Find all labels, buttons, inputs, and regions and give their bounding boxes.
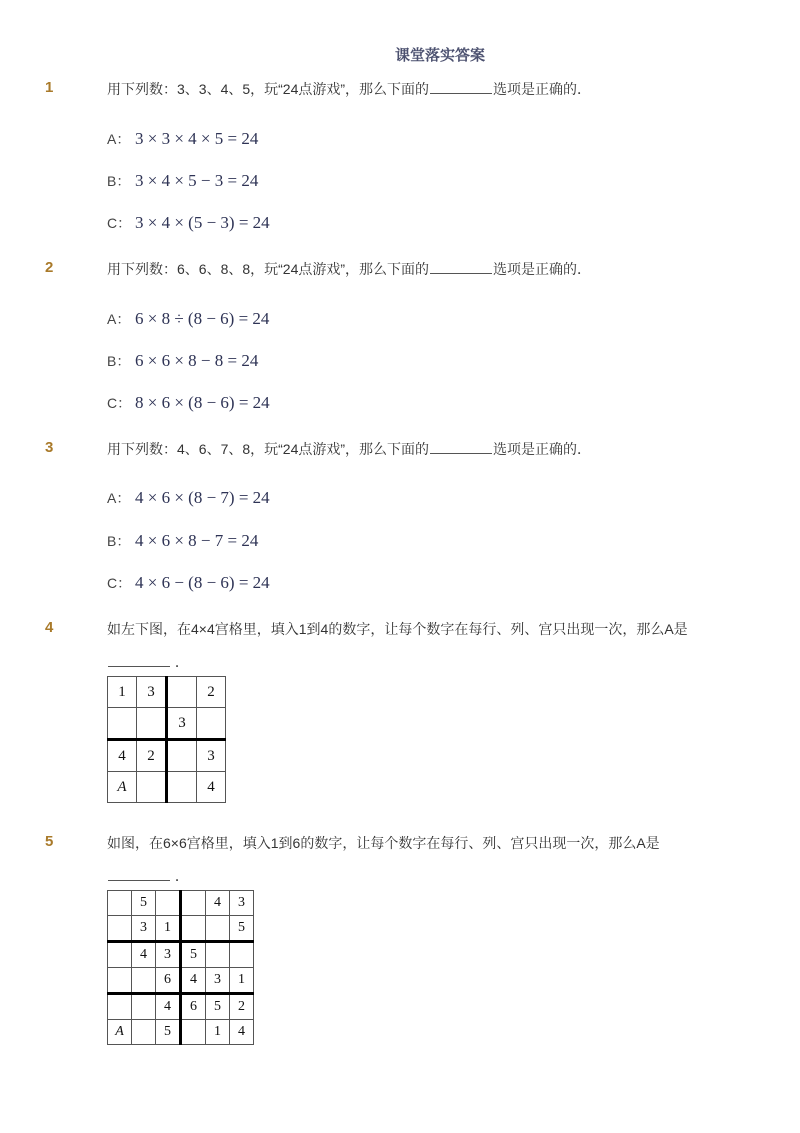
grid-cell (197, 708, 226, 740)
question-text-before: 用下列数：6、6、8、8，玩“24点游戏”，那么下面的 (107, 261, 430, 277)
grid-cell (181, 1020, 206, 1045)
option-expression: 8 × 6 × (8 − 6) = 24 (135, 393, 270, 412)
option-expression: 4 × 6 − (8 − 6) = 24 (135, 573, 270, 592)
question-number: 1 (45, 79, 54, 96)
grid-cell: 4 (181, 968, 206, 994)
question-number: 4 (45, 619, 54, 636)
answer-line (107, 652, 189, 672)
grid-cell: 3 (167, 708, 197, 740)
question-text (107, 439, 591, 459)
grid-cell: 5 (132, 891, 156, 916)
grid-cell (132, 994, 156, 1020)
grid-cell (137, 772, 167, 803)
grid-cell: 4 (230, 1020, 254, 1045)
grid-cell (137, 708, 167, 740)
grid-cell: 4 (206, 891, 230, 916)
grid-cell: 6 (181, 994, 206, 1020)
option-label: C： (107, 395, 132, 411)
option-label: A： (107, 311, 131, 327)
sudoku-grid-6x6 (107, 890, 254, 1045)
question-text: 如左下图，在4×4宫格里，填入1到4的数字，让每个数字在每行、列、宫只出现一次，那么A是 (107, 621, 688, 637)
grid-cell: 5 (181, 942, 206, 968)
grid-cell: 2 (137, 740, 167, 772)
grid-cell: 4 (156, 994, 181, 1020)
answer-blank[interactable] (430, 81, 492, 94)
grid-cell (206, 942, 230, 968)
grid-row (108, 740, 226, 772)
grid-cell (167, 772, 197, 803)
grid-cell: 2 (230, 994, 254, 1020)
grid-cell (108, 916, 132, 942)
grid-row (108, 772, 226, 803)
question-number: 2 (45, 259, 54, 276)
option-expression: 6 × 6 × 8 − 8 = 24 (135, 351, 259, 370)
question-text-after: 选项是正确的． (493, 441, 592, 457)
option-label: A： (107, 131, 131, 147)
option-b[interactable] (107, 351, 258, 371)
grid-cell: A (108, 772, 137, 803)
grid-cell: 5 (230, 916, 254, 942)
grid-cell: 1 (230, 968, 254, 994)
option-expression: 6 × 8 ÷ (8 − 6) = 24 (135, 309, 270, 328)
option-label: C： (107, 575, 132, 591)
option-b[interactable] (107, 531, 258, 551)
option-expression: 3 × 4 × 5 − 3 = 24 (135, 171, 259, 190)
grid-cell: 3 (137, 677, 167, 708)
answer-suffix: ． (174, 868, 189, 884)
question-text (107, 259, 591, 279)
question-text (107, 79, 591, 99)
option-c[interactable] (107, 213, 270, 233)
grid-row (108, 916, 254, 942)
option-label: B： (107, 173, 131, 189)
question-text-after: 选项是正确的． (493, 261, 592, 277)
grid-cell (230, 942, 254, 968)
grid-cell (108, 708, 137, 740)
grid-row (108, 677, 226, 708)
option-expression: 4 × 6 × (8 − 7) = 24 (135, 488, 270, 507)
grid-cell (132, 1020, 156, 1045)
grid-cell: A (108, 1020, 132, 1045)
grid-cell: 3 (156, 942, 181, 968)
option-expression: 4 × 6 × 8 − 7 = 24 (135, 531, 259, 550)
answer-blank[interactable] (430, 261, 492, 274)
question-number: 3 (45, 439, 54, 456)
grid-row (108, 942, 254, 968)
grid-cell: 3 (230, 891, 254, 916)
answer-blank[interactable] (108, 654, 170, 667)
grid-cell (167, 677, 197, 708)
grid-row (108, 1020, 254, 1045)
answer-suffix: ． (174, 654, 189, 670)
grid-cell (167, 740, 197, 772)
answer-blank[interactable] (108, 868, 170, 881)
grid-cell: 4 (197, 772, 226, 803)
option-b[interactable] (107, 171, 258, 191)
option-label: B： (107, 353, 131, 369)
grid-cell: 4 (132, 942, 156, 968)
question-text-before: 用下列数：4、6、7、8，玩“24点游戏”，那么下面的 (107, 441, 430, 457)
grid-cell: 3 (206, 968, 230, 994)
option-label: C： (107, 215, 132, 231)
grid-cell: 1 (156, 916, 181, 942)
answer-line (107, 866, 189, 886)
sudoku-grid-4x4 (107, 676, 226, 803)
grid-row (108, 708, 226, 740)
grid-cell (132, 968, 156, 994)
grid-cell (156, 891, 181, 916)
grid-cell (108, 891, 132, 916)
grid-cell (108, 994, 132, 1020)
grid-row (108, 968, 254, 994)
grid-cell (108, 968, 132, 994)
question-number: 5 (45, 833, 54, 850)
grid-cell (181, 891, 206, 916)
option-c[interactable] (107, 573, 270, 593)
option-expression: 3 × 4 × (5 − 3) = 24 (135, 213, 270, 232)
grid-cell: 2 (197, 677, 226, 708)
grid-cell: 5 (206, 994, 230, 1020)
option-a[interactable] (107, 309, 269, 329)
option-label: A： (107, 490, 131, 506)
grid-cell: 4 (108, 740, 137, 772)
grid-cell: 3 (197, 740, 226, 772)
option-expression: 3 × 3 × 4 × 5 = 24 (135, 129, 259, 148)
grid-cell: 1 (206, 1020, 230, 1045)
option-c[interactable] (107, 393, 270, 413)
grid-cell (181, 916, 206, 942)
question-text-after: 选项是正确的． (493, 81, 592, 97)
page-title: 课堂落实答案 (394, 47, 485, 64)
option-a[interactable] (107, 129, 258, 149)
question-text: 如图，在6×6宫格里，填入1到6的数字，让每个数字在每行、列、宫只出现一次，那么A是 (107, 835, 660, 851)
grid-cell (206, 916, 230, 942)
answer-blank[interactable] (430, 441, 492, 454)
option-a[interactable] (107, 488, 270, 508)
option-label: B： (107, 533, 131, 549)
grid-cell: 3 (132, 916, 156, 942)
grid-cell: 1 (108, 677, 137, 708)
grid-row (108, 994, 254, 1020)
question-text-before: 用下列数：3、3、4、5，玩“24点游戏”，那么下面的 (107, 81, 430, 97)
grid-row (108, 891, 254, 916)
grid-cell: 5 (156, 1020, 181, 1045)
grid-cell: 6 (156, 968, 181, 994)
grid-cell (108, 942, 132, 968)
